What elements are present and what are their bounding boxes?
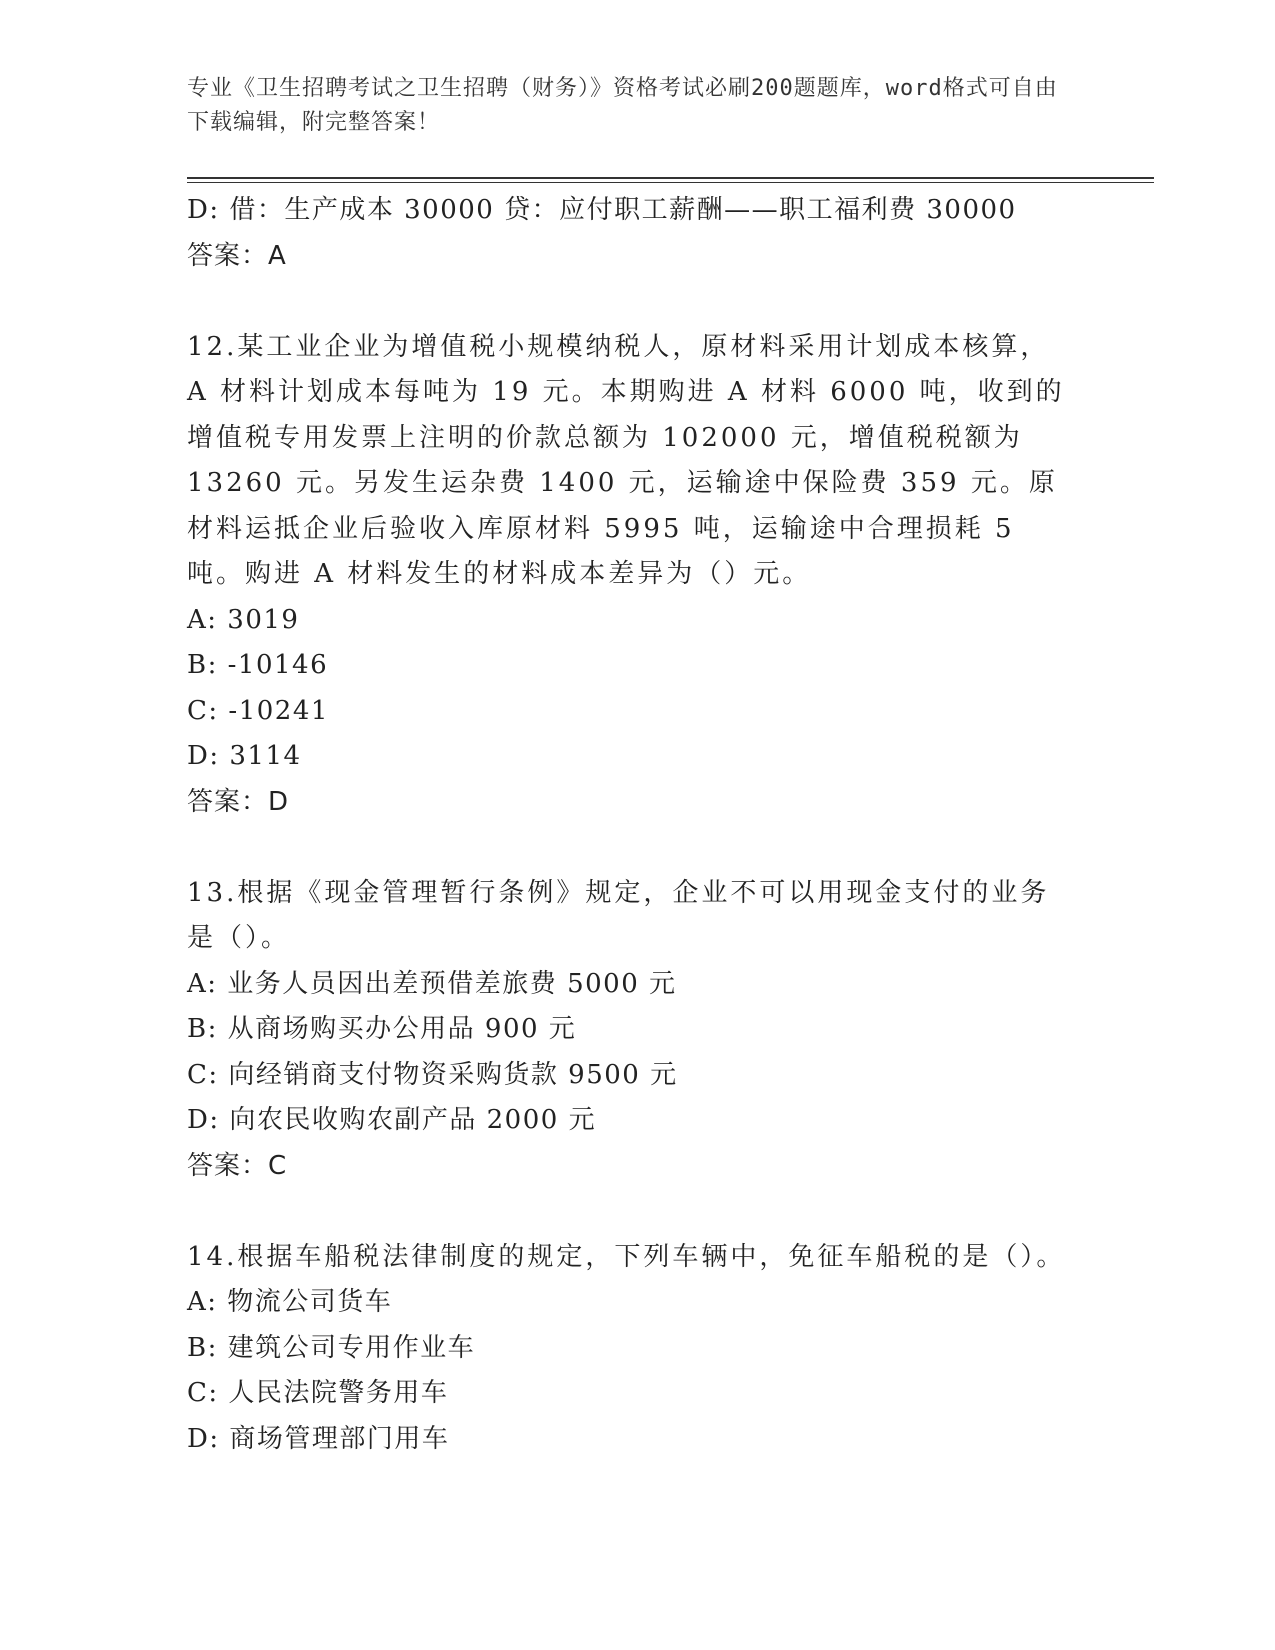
option-d: D: 商场管理部门用车: [187, 1423, 450, 1454]
option-a: A: 物流公司货车: [187, 1287, 393, 1317]
option-c: C: 人民法院警务用车: [187, 1378, 449, 1408]
question-stem: 12.某工业企业为增值税小规模纳税人，原材料采用计划成本核算，A 材料计划成本每吨为 19 元。本期购进 A 材料 6000 吨，收到的增值税专用发票上注明的价款总额为 102000 元，增值税税额为 13260 元。另发生运杂费 1400 元，运输途中保险费 359 元。原材料运抵企业后验收入库原材料 5995 吨，运输途中合理损耗 5 吨。购进 A 材料发生的材料成本差异为（）元。: [187, 331, 1065, 589]
question-answer: 答案：C: [187, 1150, 288, 1181]
option-d: D: 3114: [187, 741, 302, 771]
spacer: [187, 279, 1067, 325]
option-c: C: -10241: [187, 695, 329, 726]
option-b: B: 从商场购买办公用品 900 元: [187, 1014, 577, 1044]
question-12: [187, 325, 1067, 826]
question-14: [187, 1235, 1067, 1463]
header-rule-thick: [187, 177, 1154, 179]
question-13: [187, 871, 1067, 1190]
option-b: B: 建筑公司专用作业车: [187, 1332, 476, 1363]
document-header: 专业《卫生招聘考试之卫生招聘（财务）》资格考试必刷200题题库，word格式可自由下载编辑，附完整答案！: [187, 76, 1058, 135]
option-a: A: 业务人员因出差预借差旅费 5000 元: [187, 968, 677, 999]
header-rule-thin: [187, 182, 1154, 183]
carryover-option-d: D: 借：生产成本 30000 贷：应付职工薪酬——职工福利费 30000: [187, 195, 1017, 225]
document-body: [187, 188, 1067, 1462]
option-d: D: 向农民收购农副产品 2000 元: [187, 1105, 597, 1135]
spacer: [187, 1189, 1067, 1235]
question-stem: 14.根据车船税法律制度的规定，下列车辆中，免征车船税的是（）。: [187, 1241, 1066, 1272]
question-stem: 13.根据《现金管理暂行条例》规定，企业不可以用现金支付的业务是（）。: [187, 877, 1050, 953]
question-answer: 答案：D: [187, 786, 290, 817]
spacer: [187, 825, 1067, 871]
option-b: B: -10146: [187, 650, 329, 680]
option-a: A: 3019: [187, 604, 300, 635]
carryover-answer: 答案：A: [187, 240, 287, 271]
option-c: C: 向经销商支付物资采购货款 9500 元: [187, 1059, 678, 1090]
